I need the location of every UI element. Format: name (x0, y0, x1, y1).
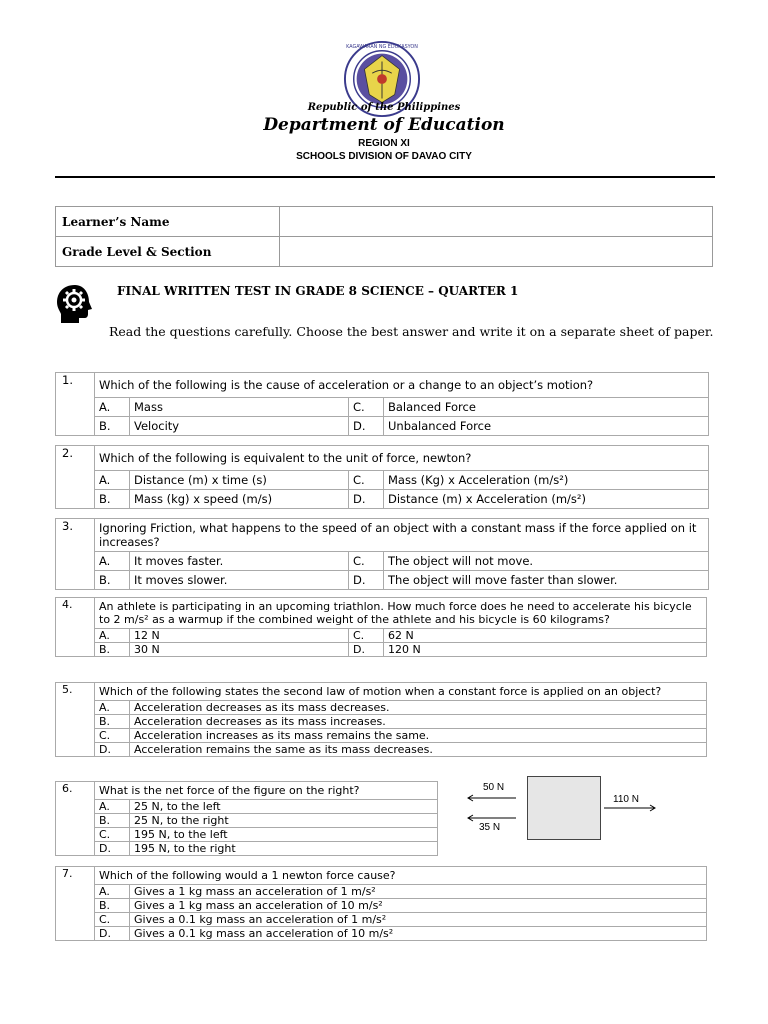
head-gear-icon (55, 283, 99, 325)
choice-text: 195 N, to the left (130, 828, 438, 842)
choice-letter: B. (95, 899, 130, 913)
choice-text: 195 N, to the right (130, 842, 438, 856)
force-label-35n: 35 N (479, 822, 501, 833)
choice-letter: D. (95, 927, 130, 941)
question-stem: What is the net force of the figure on the right? (95, 782, 438, 800)
question-5 (55, 682, 707, 757)
choice-letter: B. (95, 643, 130, 657)
choice-letter: D. (349, 417, 384, 436)
question-number: 3. (56, 519, 95, 590)
instructions: Read the questions carefully. Choose the best answer and write it on a separate sheet of paper. (109, 324, 714, 339)
choice-letter: C. (349, 629, 384, 643)
question-4 (55, 597, 707, 657)
choice-letter: D. (95, 743, 130, 757)
choice-text: 25 N, to the left (130, 800, 438, 814)
choice-letter: C. (95, 913, 130, 927)
choice-letter: C. (349, 552, 384, 571)
choice-letter: B. (95, 417, 130, 436)
choice-text: 120 N (384, 643, 707, 657)
choice-text: Mass (130, 398, 349, 417)
republic-line: Republic of the Philippines (307, 102, 461, 113)
force-arrows (460, 790, 660, 830)
question-1 (55, 372, 709, 436)
choice-text: Distance (m) x Acceleration (m/s²) (384, 490, 709, 509)
choice-text: Distance (m) x time (s) (130, 471, 349, 490)
question-6 (55, 781, 438, 856)
question-number: 7. (56, 867, 95, 941)
choice-text: The object will not move. (384, 552, 709, 571)
question-number: 5. (56, 683, 95, 757)
question-stem: Which of the following is the cause of acceleration or a change to an object’s motion? (95, 373, 709, 398)
choice-letter: B. (95, 715, 130, 729)
force-label-110n: 110 N (613, 794, 639, 805)
learner-name-label: Learner’s Name (56, 207, 280, 237)
choice-letter: A. (95, 629, 130, 643)
choice-text: Balanced Force (384, 398, 709, 417)
choice-letter: C. (95, 828, 130, 842)
choice-text: Gives a 0.1 kg mass an acceleration of 1 m/s² (130, 913, 707, 927)
region-name: REGION XI (358, 138, 410, 149)
header-divider (55, 176, 715, 178)
choice-letter: A. (95, 885, 130, 899)
test-title: FINAL WRITTEN TEST IN GRADE 8 SCIENCE – QUARTER 1 (117, 284, 519, 298)
choice-letter: C. (95, 729, 130, 743)
choice-text: Mass (kg) x speed (m/s) (130, 490, 349, 509)
choice-text: 62 N (384, 629, 707, 643)
choice-letter: B. (95, 571, 130, 590)
question-2 (55, 445, 709, 509)
choice-letter: D. (349, 490, 384, 509)
choice-text: It moves slower. (130, 571, 349, 590)
choice-text: Gives a 1 kg mass an acceleration of 1 m/s² (130, 885, 707, 899)
choice-letter: A. (95, 552, 130, 571)
grade-section-label: Grade Level & Section (56, 237, 280, 267)
department-name: Department of Education (263, 115, 505, 135)
choice-text: Acceleration remains the same as its mass decreases. (130, 743, 707, 757)
grade-section-field[interactable] (280, 237, 713, 267)
question-3 (55, 518, 709, 590)
choice-text: Gives a 0.1 kg mass an acceleration of 10 m/s² (130, 927, 707, 941)
choice-letter: A. (95, 471, 130, 490)
choice-text: Acceleration decreases as its mass increases. (130, 715, 707, 729)
question-number: 6. (56, 782, 95, 856)
choice-text: 12 N (130, 629, 349, 643)
choice-letter: D. (349, 571, 384, 590)
question-stem: Which of the following would a 1 newton force cause? (95, 867, 707, 885)
question-number: 4. (56, 598, 95, 657)
learner-info-table (55, 206, 713, 267)
choice-text: Velocity (130, 417, 349, 436)
choice-text: Gives a 1 kg mass an acceleration of 10 m/s² (130, 899, 707, 913)
choice-letter: D. (95, 842, 130, 856)
choice-text: Unbalanced Force (384, 417, 709, 436)
choice-text: It moves faster. (130, 552, 349, 571)
choice-letter: A. (95, 701, 130, 715)
choice-letter: A. (95, 398, 130, 417)
choice-text: 25 N, to the right (130, 814, 438, 828)
question-stem: Ignoring Friction, what happens to the speed of an object with a constant mass if the force applied on it increases? (95, 519, 709, 552)
choice-letter: A. (95, 800, 130, 814)
question-stem: Which of the following states the second law of motion when a constant force is applied on an object? (95, 683, 707, 701)
choice-text: Mass (Kg) x Acceleration (m/s²) (384, 471, 709, 490)
choice-letter: B. (95, 490, 130, 509)
choice-letter: D. (349, 643, 384, 657)
choice-text: 30 N (130, 643, 349, 657)
choice-letter: C. (349, 398, 384, 417)
choice-text: Acceleration increases as its mass remains the same. (130, 729, 707, 743)
question-stem: Which of the following is equivalent to the unit of force, newton? (95, 446, 709, 471)
choice-letter: C. (349, 471, 384, 490)
choice-text: The object will move faster than slower. (384, 571, 709, 590)
question-stem: An athlete is participating in an upcoming triathlon. How much force does he need to accelerate his bicycle to 2 m/s² as a warmup if the combined weight of the athlete and his bicycle is 60 kilograms? (95, 598, 707, 629)
question-number: 1. (56, 373, 95, 436)
force-label-50n: 50 N (483, 782, 505, 793)
svg-text:KAGAWARAN NG EDUKASYON: KAGAWARAN NG EDUKASYON (346, 43, 418, 50)
choice-text: Acceleration decreases as its mass decreases. (130, 701, 707, 715)
question-7 (55, 866, 707, 941)
learner-name-field[interactable] (280, 207, 713, 237)
division-name: SCHOOLS DIVISION OF DAVAO CITY (296, 151, 472, 162)
choice-letter: B. (95, 814, 130, 828)
question-number: 2. (56, 446, 95, 509)
